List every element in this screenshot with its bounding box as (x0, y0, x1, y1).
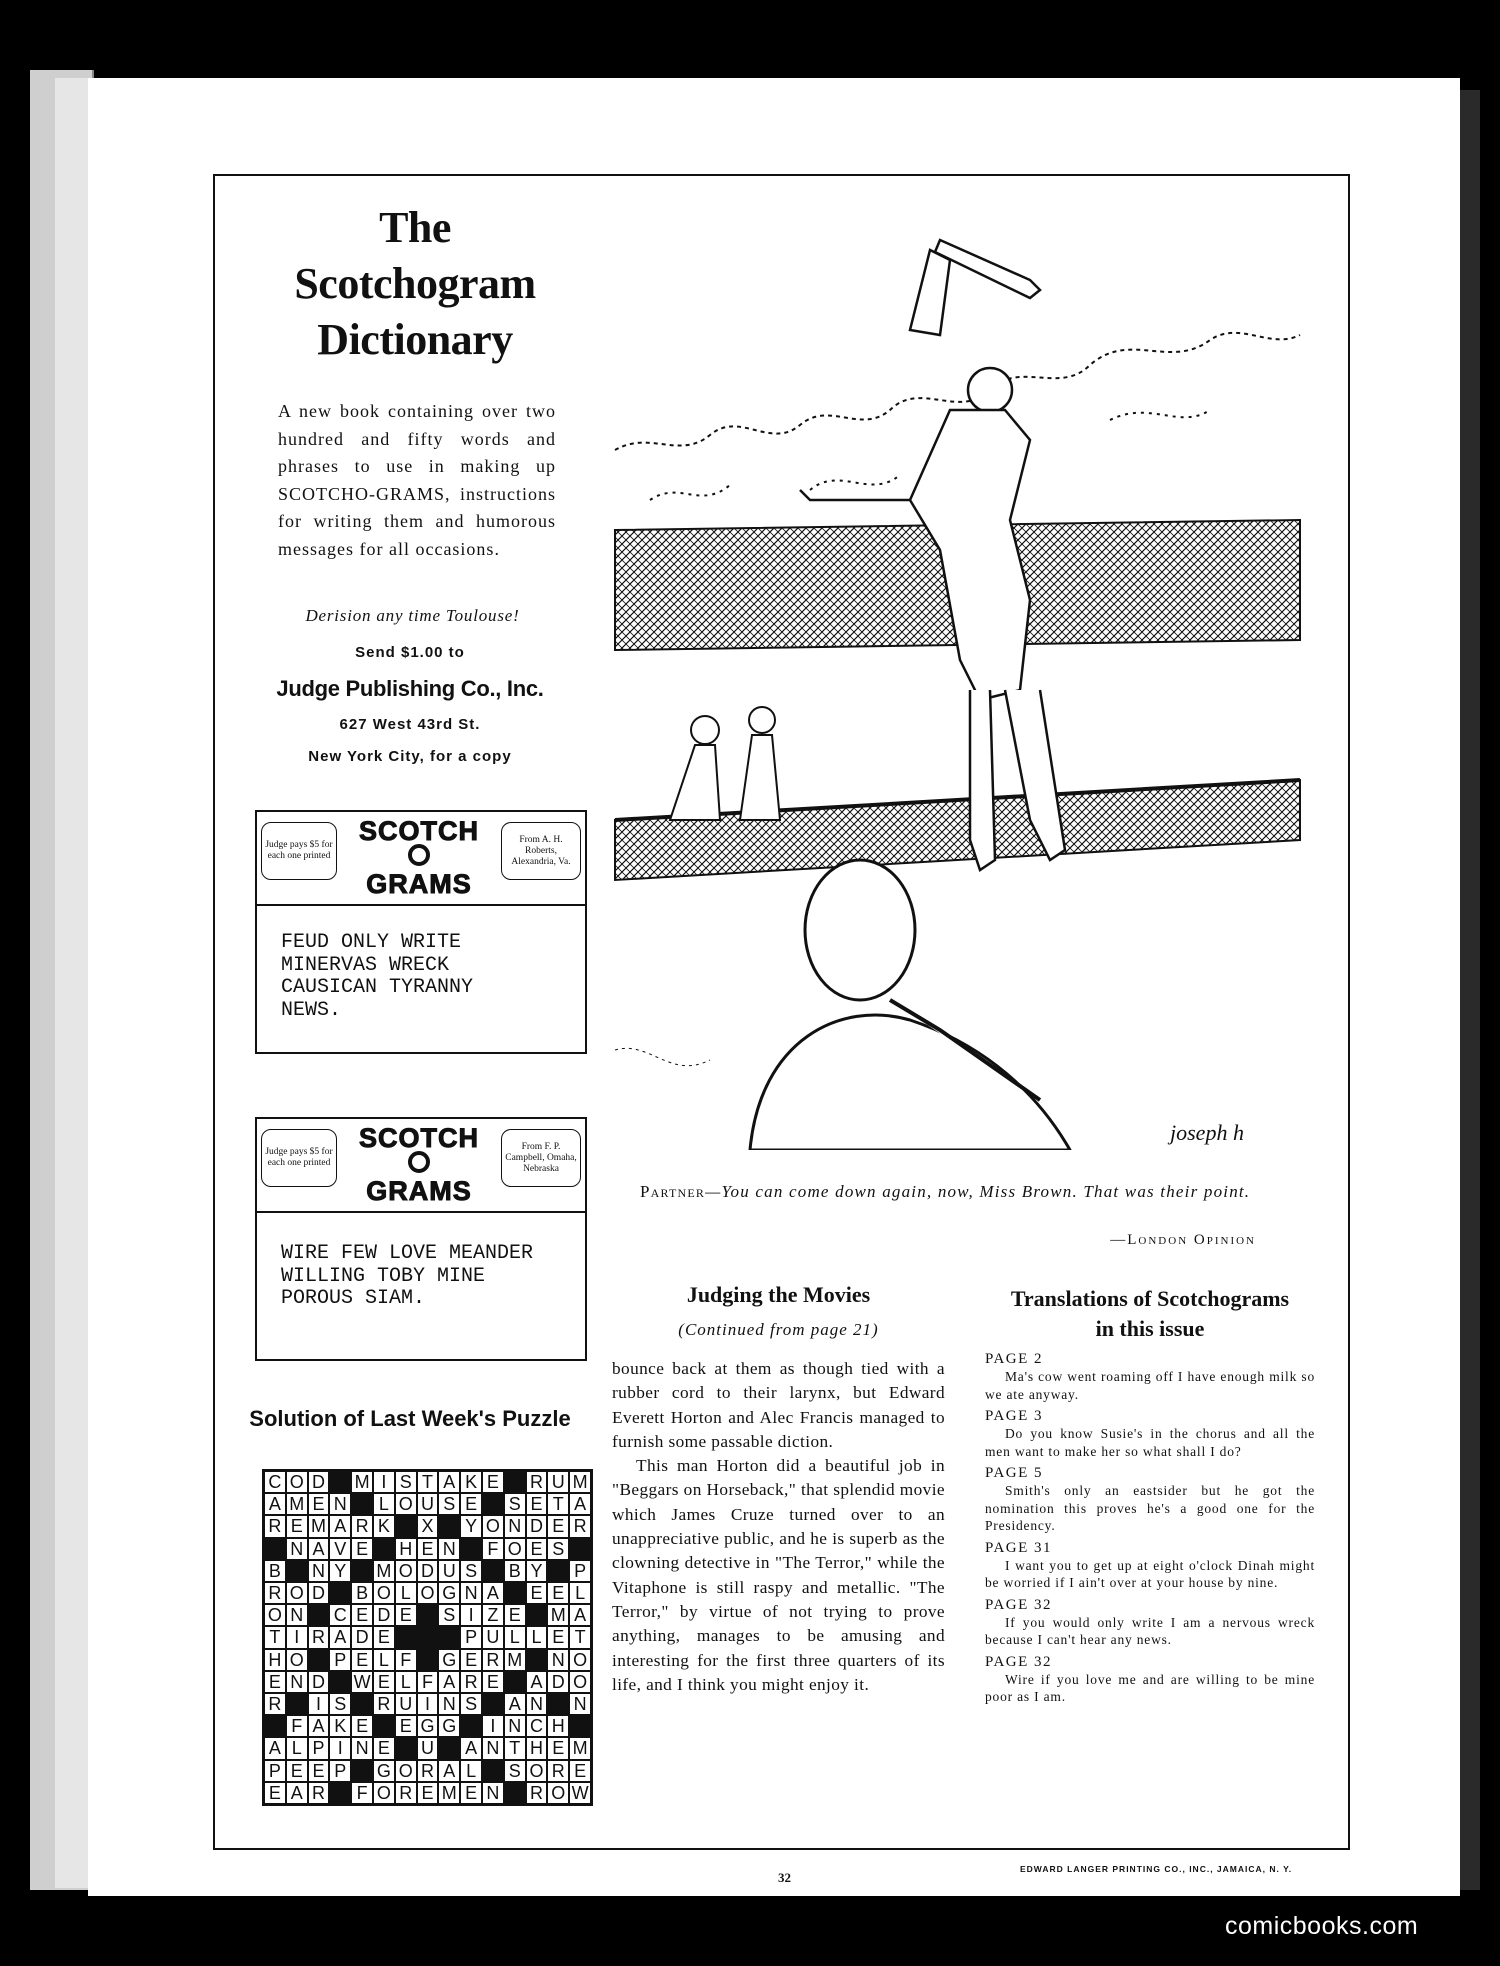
crossword-cell: P (569, 1560, 591, 1582)
cartoon-source: —London Opinion (1110, 1232, 1256, 1248)
crossword-cell: E (308, 1760, 330, 1782)
crossword-black-cell (351, 1693, 373, 1715)
movies-article-body (612, 1357, 945, 1697)
crossword-cell: A (329, 1515, 351, 1537)
crossword-cell: N (438, 1693, 460, 1715)
crossword-cell: A (308, 1538, 330, 1560)
crossword-cell: L (526, 1626, 548, 1648)
crossword-cell: D (526, 1515, 548, 1537)
crossword-cell: A (460, 1737, 482, 1759)
crossword-cell: O (286, 1649, 308, 1671)
crossword-cell: R (547, 1760, 569, 1782)
crossword-black-cell (395, 1515, 417, 1537)
crossword-black-cell (482, 1760, 504, 1782)
crossword-cell: P (264, 1760, 286, 1782)
crossword-cell: H (547, 1715, 569, 1737)
crossword-cell: P (460, 1626, 482, 1648)
crossword-black-cell (526, 1604, 548, 1626)
crossword-cell: B (351, 1582, 373, 1604)
crossword-cell: L (286, 1737, 308, 1759)
crossword-cell: N (286, 1538, 308, 1560)
crossword-cell: E (547, 1515, 569, 1537)
crossword-cell: L (395, 1671, 417, 1693)
crossword-cell: C (264, 1471, 286, 1493)
crossword-cell: R (264, 1582, 286, 1604)
book-right-edge (1458, 90, 1480, 1890)
translations-list (985, 1346, 1315, 1706)
crossword-cell: Z (482, 1604, 504, 1626)
puzzle-title: Solution of Last Week's Puzzle (249, 1406, 571, 1431)
crossword-cell: S (460, 1560, 482, 1582)
crossword-cell: N (286, 1671, 308, 1693)
crossword-cell: T (547, 1493, 569, 1515)
ad-city: New York City, for a copy (308, 748, 512, 765)
crossword-cell: E (504, 1604, 526, 1626)
page-number: 32 (778, 1870, 791, 1885)
crossword-cell: W (351, 1671, 373, 1693)
crossword-cell: O (569, 1649, 591, 1671)
crossword-cell: G (417, 1715, 439, 1737)
crossword-black-cell (373, 1715, 395, 1737)
crossword-cell: E (395, 1715, 417, 1737)
crossword-cell: R (417, 1760, 439, 1782)
crossword-cell: A (504, 1693, 526, 1715)
sender-note: From A. H. Roberts, Alexandria, Va. (501, 822, 581, 880)
crossword-cell: H (264, 1649, 286, 1671)
crossword-black-cell (438, 1737, 460, 1759)
crossword-cell: A (286, 1782, 308, 1804)
crossword-cell: N (504, 1515, 526, 1537)
crossword-cell: E (482, 1471, 504, 1493)
crossword-cell: C (526, 1715, 548, 1737)
translation-text: Wire if you love me and are willing to be mine poor as I am. (985, 1671, 1315, 1704)
translation-text: Do you know Susie's in the chorus and all the men want to make her so what shall I do? (985, 1426, 1315, 1459)
crossword-cell: R (482, 1649, 504, 1671)
crossword-cell: T (264, 1626, 286, 1648)
crossword-black-cell (482, 1493, 504, 1515)
crossword-cell: R (395, 1782, 417, 1804)
crossword-cell: D (308, 1582, 330, 1604)
crossword-cell: D (308, 1671, 330, 1693)
tennis-cartoon-illustration (610, 220, 1310, 1150)
crossword-cell: S (547, 1538, 569, 1560)
crossword-cell: N (569, 1693, 591, 1715)
crossword-cell: S (460, 1693, 482, 1715)
crossword-black-cell (569, 1538, 591, 1560)
crossword-cell: K (460, 1471, 482, 1493)
crossword-cell: D (417, 1560, 439, 1582)
crossword-black-cell (351, 1760, 373, 1782)
crossword-cell: S (438, 1493, 460, 1515)
scotchogram-card (255, 1117, 587, 1361)
crossword-cell: A (569, 1604, 591, 1626)
crossword-solution-grid (262, 1469, 593, 1806)
crossword-cell: A (569, 1493, 591, 1515)
crossword-cell: E (286, 1515, 308, 1537)
crossword-black-cell (329, 1582, 351, 1604)
crossword-cell: E (351, 1649, 373, 1671)
crossword-cell: R (264, 1693, 286, 1715)
crossword-black-cell (460, 1715, 482, 1737)
ad-title: The Scotchogram Dictionary (294, 203, 536, 364)
crossword-cell: T (569, 1626, 591, 1648)
crossword-cell: N (286, 1604, 308, 1626)
crossword-black-cell (547, 1560, 569, 1582)
crossword-cell: B (504, 1560, 526, 1582)
crossword-cell: R (460, 1671, 482, 1693)
crossword-cell: E (351, 1604, 373, 1626)
crossword-cell: R (308, 1782, 330, 1804)
crossword-cell: A (526, 1671, 548, 1693)
crossword-cell: M (569, 1471, 591, 1493)
crossword-cell: I (373, 1471, 395, 1493)
crossword-black-cell (438, 1626, 460, 1648)
crossword-cell: F (395, 1649, 417, 1671)
crossword-cell: E (460, 1493, 482, 1515)
crossword-cell: I (460, 1604, 482, 1626)
crossword-cell: T (417, 1471, 439, 1493)
cartoon-caption: Partner—You can come down again, now, Miss Brown. That was their point. (640, 1182, 1251, 1201)
crossword-cell: L (373, 1649, 395, 1671)
crossword-cell: E (351, 1538, 373, 1560)
crossword-cell: M (438, 1782, 460, 1804)
translation-page-label: PAGE 32 (985, 1653, 1053, 1670)
crossword-cell: E (547, 1626, 569, 1648)
crossword-cell: S (438, 1604, 460, 1626)
crossword-cell: L (373, 1493, 395, 1515)
crossword-cell: Y (460, 1515, 482, 1537)
crossword-black-cell (417, 1649, 439, 1671)
crossword-cell: O (286, 1582, 308, 1604)
crossword-black-cell (308, 1604, 330, 1626)
crossword-cell: G (438, 1582, 460, 1604)
crossword-cell: E (460, 1782, 482, 1804)
crossword-cell: M (547, 1604, 569, 1626)
crossword-cell: G (438, 1715, 460, 1737)
crossword-black-cell (417, 1604, 439, 1626)
crossword-cell: O (395, 1493, 417, 1515)
crossword-cell: K (373, 1515, 395, 1537)
crossword-cell: L (569, 1582, 591, 1604)
crossword-black-cell (417, 1626, 439, 1648)
crossword-black-cell (526, 1649, 548, 1671)
crossword-cell: S (504, 1493, 526, 1515)
crossword-cell: E (264, 1782, 286, 1804)
crossword-cell: D (308, 1471, 330, 1493)
crossword-cell: I (286, 1626, 308, 1648)
crossword-cell: I (308, 1693, 330, 1715)
crossword-black-cell (460, 1538, 482, 1560)
crossword-black-cell (438, 1515, 460, 1537)
crossword-cell: E (526, 1582, 548, 1604)
crossword-black-cell (504, 1782, 526, 1804)
crossword-cell: R (264, 1515, 286, 1537)
crossword-cell: A (329, 1626, 351, 1648)
crossword-cell: U (438, 1560, 460, 1582)
crossword-cell: S (329, 1693, 351, 1715)
crossword-cell: E (264, 1671, 286, 1693)
artist-signature: joseph h (1170, 1120, 1244, 1145)
crossword-cell: K (329, 1715, 351, 1737)
crossword-cell: N (504, 1715, 526, 1737)
translation-text: I want you to get up at eight o'clock Dinah might be worried if I ain't over at your house by nine. (985, 1557, 1315, 1590)
crossword-cell: S (504, 1760, 526, 1782)
crossword-cell: E (373, 1671, 395, 1693)
crossword-cell: O (395, 1560, 417, 1582)
crossword-black-cell (482, 1560, 504, 1582)
crossword-cell: F (286, 1715, 308, 1737)
ad-body: A new book containing over two hundred and fifty words and phrases to use in making up SCOTCHO-GRAMS, instructions for writing them and humorous messages for all occasions. (278, 401, 556, 559)
crossword-cell: E (547, 1582, 569, 1604)
crossword-cell: N (482, 1782, 504, 1804)
crossword-cell: M (373, 1560, 395, 1582)
translation-text: If you would only write I am a nervous wreck because I can't hear any news. (985, 1614, 1315, 1647)
crossword-cell: D (373, 1604, 395, 1626)
crossword-cell: L (460, 1760, 482, 1782)
crossword-black-cell (547, 1693, 569, 1715)
translation-page-label: PAGE 5 (985, 1465, 1044, 1481)
crossword-cell: U (395, 1693, 417, 1715)
crossword-cell: N (329, 1493, 351, 1515)
crossword-cell: M (308, 1515, 330, 1537)
scotchogram-message: FEUD ONLY WRITE MINERVAS WRECK CAUSICAN TYRANNY NEWS. (281, 931, 474, 1022)
crossword-black-cell (504, 1582, 526, 1604)
crossword-black-cell (264, 1538, 286, 1560)
scotchogram-header (257, 812, 585, 906)
site-watermark: comicbooks.com (1225, 1912, 1419, 1940)
crossword-cell: B (264, 1560, 286, 1582)
crossword-cell: A (438, 1471, 460, 1493)
crossword-cell: A (264, 1493, 286, 1515)
ad-tagline: Derision any time Toulouse! (305, 606, 520, 625)
crossword-cell: O (504, 1538, 526, 1560)
crossword-cell: F (417, 1671, 439, 1693)
crossword-cell: L (504, 1626, 526, 1648)
crossword-cell: D (547, 1671, 569, 1693)
crossword-cell: N (308, 1560, 330, 1582)
crossword-cell: O (569, 1671, 591, 1693)
crossword-cell: A (264, 1737, 286, 1759)
crossword-cell: E (526, 1538, 548, 1560)
crossword-cell: O (286, 1471, 308, 1493)
translation-page-label: PAGE 32 (985, 1596, 1053, 1613)
crossword-black-cell (373, 1538, 395, 1560)
crossword-cell: F (482, 1538, 504, 1560)
crossword-cell: R (373, 1693, 395, 1715)
crossword-black-cell (351, 1560, 373, 1582)
crossword-black-cell (351, 1493, 373, 1515)
crossword-cell: N (547, 1649, 569, 1671)
crossword-cell: M (504, 1649, 526, 1671)
crossword-cell: R (308, 1626, 330, 1648)
crossword-black-cell (569, 1715, 591, 1737)
crossword-cell: N (460, 1582, 482, 1604)
crossword-cell: S (395, 1471, 417, 1493)
crossword-black-cell (329, 1671, 351, 1693)
crossword-cell: X (417, 1515, 439, 1537)
crossword-cell: O (417, 1582, 439, 1604)
crossword-cell: U (482, 1626, 504, 1648)
scotchogram-card (255, 810, 587, 1054)
crossword-cell: M (286, 1493, 308, 1515)
ad-publisher: Judge Publishing Co., Inc. (276, 676, 544, 701)
crossword-black-cell (308, 1649, 330, 1671)
translation-text: Ma's cow went roaming off I have enough milk so we ate anyway. (985, 1369, 1315, 1402)
crossword-black-cell (329, 1471, 351, 1493)
crossword-cell: E (373, 1626, 395, 1648)
crossword-cell: R (526, 1471, 548, 1493)
crossword-cell: A (308, 1715, 330, 1737)
crossword-cell: H (526, 1737, 548, 1759)
crossword-cell: W (569, 1782, 591, 1804)
crossword-cell: T (504, 1737, 526, 1759)
crossword-cell: O (395, 1760, 417, 1782)
crossword-cell: N (482, 1737, 504, 1759)
scotchogram-message: WIRE FEW LOVE MEANDER WILLING TOBY MINE POROUS SIAM. (281, 1242, 534, 1310)
movies-continued: (Continued from page 21) (678, 1320, 879, 1339)
crossword-cell: O (373, 1782, 395, 1804)
translation-page-label: PAGE 3 (985, 1408, 1044, 1424)
crossword-cell: N (526, 1693, 548, 1715)
payment-note: Judge pays $5 for each one printed (261, 1129, 337, 1187)
crossword-cell: R (569, 1515, 591, 1537)
crossword-cell: O (526, 1760, 548, 1782)
printer-credit: EDWARD LANGER PRINTING CO., INC., JAMAICA, N. Y. (1020, 1864, 1293, 1874)
movies-paragraph: bounce back at them as though tied with a rubber cord to their larynx, but Edward Everett Horton and Alec Francis managed to furnish some passable diction. (612, 1359, 945, 1451)
crossword-cell: P (329, 1649, 351, 1671)
crossword-cell: U (417, 1493, 439, 1515)
crossword-black-cell (482, 1693, 504, 1715)
crossword-cell: A (482, 1582, 504, 1604)
crossword-cell: P (329, 1760, 351, 1782)
crossword-cell: I (482, 1715, 504, 1737)
crossword-cell: D (351, 1626, 373, 1648)
crossword-black-cell (504, 1671, 526, 1693)
crossword-cell: R (351, 1515, 373, 1537)
crossword-cell: E (482, 1671, 504, 1693)
crossword-cell: Y (329, 1560, 351, 1582)
crossword-black-cell (395, 1737, 417, 1759)
scotchogram-logo: SCOTCH GRAMS (359, 816, 479, 899)
crossword-cell: C (329, 1604, 351, 1626)
crossword-black-cell (286, 1560, 308, 1582)
crossword-cell: M (569, 1737, 591, 1759)
crossword-cell: O (547, 1782, 569, 1804)
crossword-cell: Y (526, 1560, 548, 1582)
crossword-cell: E (569, 1760, 591, 1782)
book-page-stack (55, 78, 91, 1888)
crossword-black-cell (395, 1626, 417, 1648)
payment-note: Judge pays $5 for each one printed (261, 822, 337, 880)
scotchogram-logo: SCOTCH GRAMS (359, 1123, 479, 1206)
crossword-cell: P (308, 1737, 330, 1759)
ad-address: 627 West 43rd St. (339, 716, 481, 733)
crossword-cell: F (351, 1782, 373, 1804)
crossword-black-cell (264, 1715, 286, 1737)
crossword-cell: A (438, 1671, 460, 1693)
crossword-cell: E (286, 1760, 308, 1782)
translation-text: Smith's only an eastsider but he got the nomination this proves he's a good one for the Presidency. (985, 1483, 1315, 1533)
crossword-black-cell (504, 1471, 526, 1493)
crossword-cell: O (264, 1604, 286, 1626)
movies-paragraph: This man Horton did a beautiful job in "Beggars on Horseback," that splendid movie which James Cruze turned over to an unappreciative public, and he is superb as the clowning detective in "The Terror," while the Vitaphone is still raspy and metallic. "The Terror," by virtue of not trying to prove anything, manages to be amusing and interesting for the first three quarters of its life, and I think you might enjoy it. (612, 1456, 945, 1694)
crossword-cell: M (351, 1471, 373, 1493)
crossword-cell: H (395, 1538, 417, 1560)
crossword-cell: E (308, 1493, 330, 1515)
crossword-cell: L (395, 1582, 417, 1604)
sender-note: From F. P. Campbell, Omaha, Nebraska (501, 1129, 581, 1187)
crossword-cell: I (417, 1693, 439, 1715)
crossword-cell: I (329, 1737, 351, 1759)
ad-send: Send $1.00 to (355, 644, 465, 661)
crossword-cell: G (373, 1760, 395, 1782)
crossword-cell: E (547, 1737, 569, 1759)
crossword-black-cell (286, 1693, 308, 1715)
crossword-cell: O (482, 1515, 504, 1537)
translations-heading: Translations of Scotchograms in this issue (1010, 1286, 1290, 1341)
translation-page-label: PAGE 2 (985, 1351, 1044, 1367)
crossword-cell: A (438, 1760, 460, 1782)
crossword-cell: E (417, 1782, 439, 1804)
crossword-cell: E (460, 1649, 482, 1671)
movies-heading: Judging the Movies (686, 1282, 871, 1307)
crossword-cell: U (547, 1471, 569, 1493)
crossword-black-cell (329, 1782, 351, 1804)
crossword-cell: E (351, 1715, 373, 1737)
crossword-cell: E (373, 1737, 395, 1759)
crossword-cell: O (373, 1582, 395, 1604)
crossword-cell: G (438, 1649, 460, 1671)
crossword-cell: E (417, 1538, 439, 1560)
crossword-cell: U (417, 1737, 439, 1759)
crossword-cell: R (526, 1782, 548, 1804)
crossword-cell: E (526, 1493, 548, 1515)
crossword-cell: E (395, 1604, 417, 1626)
crossword-cell: V (329, 1538, 351, 1560)
crossword-cell: N (438, 1538, 460, 1560)
scotchogram-header (257, 1119, 585, 1213)
translation-page-label: PAGE 31 (985, 1539, 1053, 1556)
crossword-cell: N (351, 1737, 373, 1759)
